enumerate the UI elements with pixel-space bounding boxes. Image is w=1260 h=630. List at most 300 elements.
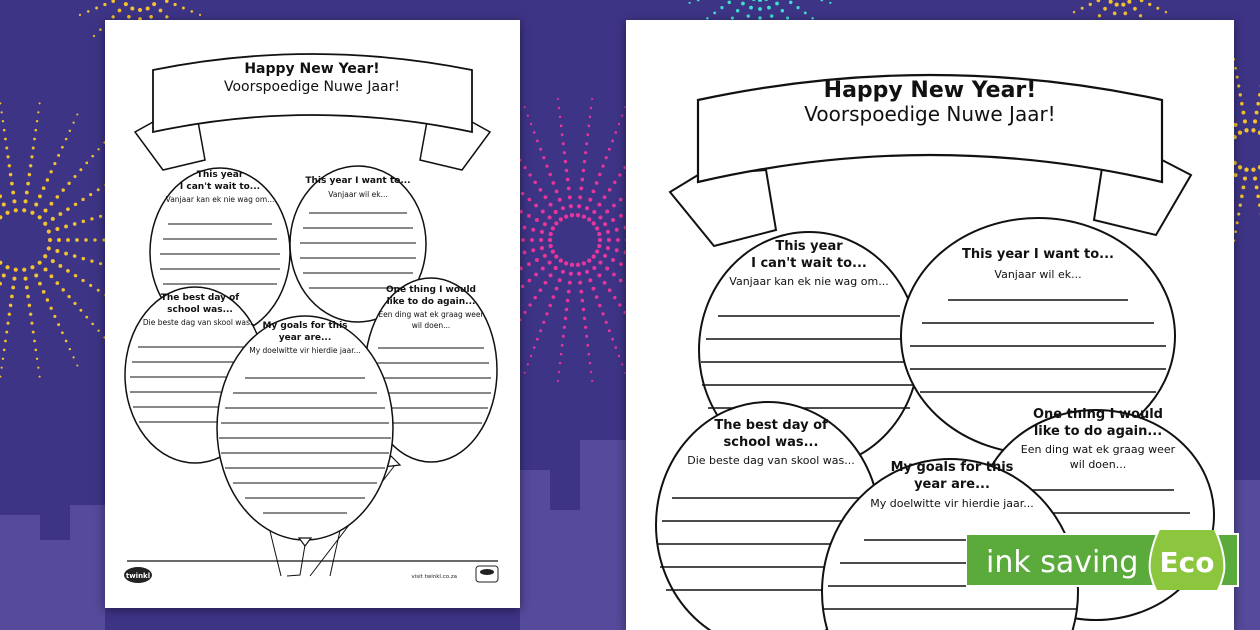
firework-spark [598, 304, 601, 307]
firework-spark [26, 182, 30, 186]
firework-spark [1239, 93, 1242, 96]
firework-spark [527, 214, 531, 218]
twinkl-logo [124, 567, 152, 583]
firework-spark [576, 213, 580, 217]
firework-spark [767, 6, 771, 10]
firework-spark [621, 114, 623, 116]
firework-spark [560, 125, 563, 128]
firework-spark [5, 265, 9, 269]
firework-spark [118, 9, 122, 13]
firework-spark [597, 203, 601, 207]
balloon-5-heading-1: My goals for this [262, 321, 348, 331]
firework-spark [561, 344, 564, 347]
firework-spark [592, 266, 596, 270]
firework-spark [588, 278, 592, 282]
firework-spark [64, 252, 68, 256]
firework-spark [557, 380, 559, 382]
firework-spark [608, 148, 611, 151]
firework-spark [554, 221, 558, 225]
firework-spark [565, 308, 568, 311]
firework-spark [564, 317, 567, 320]
worksheet-preview-small [105, 20, 520, 608]
firework-spark [14, 268, 18, 272]
firework-spark [1251, 128, 1255, 132]
firework-spark [1, 367, 3, 369]
firework-spark [523, 226, 527, 230]
firework-spark [1244, 168, 1248, 172]
firework-spark [1234, 67, 1237, 70]
firework-spark [559, 258, 563, 262]
firework-spark [127, 15, 131, 19]
firework-spark [43, 222, 47, 226]
badge-eco: Eco [1159, 546, 1215, 579]
firework-spark [578, 281, 582, 285]
firework-spark [533, 131, 536, 134]
firework-spark [1251, 168, 1255, 172]
firework-spark [603, 254, 607, 258]
firework-spark [38, 215, 42, 219]
firework-spark [547, 260, 551, 264]
firework-spark [534, 204, 538, 208]
firework-spark [547, 215, 551, 219]
firework-spark [93, 238, 96, 241]
firework-spark [543, 254, 547, 258]
firework-spark [588, 353, 591, 356]
firework-spark [583, 317, 586, 320]
firework-spark [57, 323, 60, 326]
firework-spark [548, 238, 552, 242]
firework-spark [528, 173, 531, 176]
firework-spark [1113, 12, 1117, 16]
firework-spark [6, 322, 9, 325]
firework-spark [50, 170, 53, 173]
firework-spark [36, 120, 38, 122]
firework-spark [91, 323, 94, 326]
firework-spark [55, 249, 59, 253]
firework-spark [554, 254, 558, 258]
firework-spark [8, 164, 11, 167]
firework-spark [565, 169, 568, 172]
firework-spark [38, 282, 42, 286]
firework-spark [577, 272, 581, 276]
firework-spark [199, 14, 201, 16]
firework-spark [1139, 14, 1142, 17]
firework-spark [561, 206, 565, 210]
firework-spark [605, 267, 609, 271]
firework-spark [6, 155, 9, 158]
firework-spark [28, 304, 31, 307]
firework-spark [9, 304, 12, 307]
firework-spark [190, 10, 193, 13]
firework-spark [542, 321, 545, 324]
firework-spark [55, 227, 59, 231]
worksheet-drawing [105, 20, 520, 608]
firework-spark [1240, 102, 1244, 106]
firework-spark [1156, 7, 1159, 10]
firework-spark [552, 181, 556, 185]
balloon-1-heading-2: I can't wait to... [179, 182, 261, 192]
firework-spark [608, 329, 611, 332]
firework-spark [595, 181, 599, 185]
firework-spark [545, 164, 548, 167]
firework-spark [44, 267, 48, 271]
firework-spark [541, 209, 545, 213]
firework-spark [549, 273, 553, 277]
firework-spark [22, 208, 26, 212]
firework-spark [619, 262, 623, 266]
firework-spark [5, 146, 8, 149]
firework-spark [57, 154, 60, 157]
firework-spark [592, 210, 596, 214]
firework-spark [14, 208, 18, 212]
firework-spark [1121, 3, 1125, 7]
firework-spark [607, 238, 611, 242]
firework-spark [557, 98, 559, 100]
firework-spark [1239, 203, 1242, 206]
firework-spark [81, 279, 84, 282]
firework-spark [781, 9, 784, 12]
firework-spark [64, 225, 68, 229]
balloon-1-translation: Vanjaar kan ek nie wag om... [165, 195, 275, 204]
firework-spark [50, 307, 53, 310]
firework-spark [35, 129, 38, 132]
firework-spark [549, 203, 553, 207]
firework-spark [559, 362, 561, 364]
firework-spark [558, 278, 562, 282]
firework-spark [540, 246, 544, 250]
firework-spark [591, 380, 593, 382]
firework-spark [1241, 111, 1245, 115]
firework-spark [595, 226, 599, 230]
firework-spark [619, 198, 623, 202]
firework-spark [558, 198, 562, 202]
firework-spark [33, 340, 36, 343]
firework-spark [97, 148, 99, 150]
firework-spark [534, 273, 538, 277]
firework-spark [30, 155, 33, 158]
firework-spark [587, 258, 591, 262]
firework-spark [561, 133, 564, 136]
firework-spark [1238, 165, 1242, 169]
firework-spark [34, 203, 38, 207]
firework-spark [598, 238, 602, 242]
firework-spark [829, 2, 831, 4]
firework-spark [39, 102, 41, 104]
firework-spark [8, 313, 11, 316]
balloon-1-heading-1: This year [196, 170, 244, 180]
firework-spark [524, 372, 526, 374]
firework-spark [124, 2, 128, 6]
balloon-3-heading-1: The best day of [160, 293, 240, 303]
firework-spark [589, 362, 591, 364]
firework-spark [72, 356, 74, 358]
balloon-large-3-heading-1: The best day of [714, 418, 828, 433]
firework-spark [85, 162, 88, 165]
balloon-large-1-heading-2: I can't wait to... [751, 256, 867, 271]
balloon-large-5-translation: My doelwitte vir hierdie jaar... [870, 497, 1034, 510]
firework-spark [533, 346, 536, 349]
firework-spark [597, 244, 601, 248]
firework-spark [3, 129, 6, 132]
firework-spark [130, 6, 134, 10]
firework-spark [551, 249, 555, 253]
worksheet-subtitle-large: Voorspoedige Nuwe Jaar! [804, 102, 1056, 126]
ink-saving-eco-badge [966, 530, 1246, 590]
firework-spark [584, 151, 587, 154]
quality-badge-icon [476, 566, 498, 582]
firework-spark [728, 1, 731, 4]
firework-spark [527, 114, 529, 116]
firework-spark [29, 164, 32, 167]
firework-spark [111, 15, 114, 18]
firework-spark [73, 175, 76, 178]
firework-spark [567, 290, 571, 294]
firework-spark [566, 178, 570, 182]
firework-spark [586, 133, 589, 136]
balloon-5 [217, 316, 393, 546]
firework-spark [554, 266, 558, 270]
firework-spark [601, 312, 604, 315]
firework-spark [103, 3, 106, 6]
firework-spark [530, 355, 532, 357]
balloon-large-4-translation-1: Een ding wat ek graag weer [1020, 443, 1176, 456]
firework-spark [38, 261, 42, 265]
balloon-5-translation: My doelwitte vir hierdie jaar... [249, 346, 361, 355]
firework-spark [10, 182, 14, 186]
firework-spark [53, 315, 56, 318]
balloon-large-2-heading: This year I want to... [962, 247, 1114, 262]
firework-spark [576, 263, 580, 267]
firework-spark [12, 277, 16, 281]
firework-spark [581, 299, 585, 303]
firework-spark [720, 6, 723, 9]
firework-spark [25, 191, 29, 195]
firework-spark [541, 267, 545, 271]
firework-spark [568, 281, 572, 285]
firework-spark [613, 296, 616, 299]
firework-spark [4, 138, 7, 141]
firework-spark [588, 198, 592, 202]
firework-spark [528, 303, 531, 306]
firework-spark [50, 274, 54, 278]
firework-spark [539, 148, 542, 151]
firework-spark [555, 287, 559, 291]
firework-spark [542, 156, 545, 159]
firework-spark [595, 295, 599, 299]
firework-spark [582, 308, 585, 311]
firework-spark [592, 287, 596, 291]
firework-spark [74, 274, 77, 277]
firework-spark [588, 125, 591, 128]
balloon-4-translation-1: Een ding wat ek graag weer [378, 310, 484, 319]
balloon-large-3-translation: Die beste dag van skool was... [687, 454, 855, 467]
firework-spark [523, 311, 526, 314]
firework-spark [2, 120, 4, 122]
firework-spark [535, 258, 539, 262]
firework-spark [611, 139, 614, 142]
firework-spark [562, 142, 565, 145]
firework-spark [55, 195, 59, 199]
firework-spark [1256, 102, 1260, 106]
balloon-large-5-heading-2: year are... [914, 477, 990, 492]
firework-spark [568, 195, 572, 199]
firework-spark [528, 279, 532, 283]
firework-spark [528, 198, 532, 202]
firework-spark [79, 168, 82, 171]
badge-label: ink saving [986, 545, 1139, 580]
firework-spark [65, 138, 68, 141]
firework-spark [84, 238, 87, 241]
firework-spark [149, 15, 153, 19]
firework-spark [55, 281, 59, 285]
firework-spark [26, 295, 30, 299]
firework-spark [1165, 11, 1167, 13]
firework-spark [804, 11, 807, 14]
firework-spark [741, 2, 745, 6]
firework-spark [67, 182, 70, 185]
firework-spark [530, 123, 532, 125]
firework-spark [598, 260, 602, 264]
firework-spark [73, 222, 77, 226]
twinkl-logo-text: twinkl [125, 572, 151, 580]
firework-spark [61, 288, 64, 291]
firework-spark [585, 142, 588, 145]
firework-spark [24, 277, 28, 281]
firework-spark [74, 203, 77, 206]
firework-spark [621, 363, 623, 365]
firework-spark [543, 222, 547, 226]
balloon-3-translation: Die beste dag van skool was... [142, 318, 258, 327]
firework-spark [1073, 11, 1075, 13]
firework-spark [2, 273, 6, 277]
firework-spark [89, 284, 92, 287]
firework-spark [152, 2, 156, 6]
firework-spark [555, 189, 559, 193]
firework-spark [82, 257, 85, 260]
firework-spark [5, 331, 8, 334]
firework-spark [582, 169, 585, 172]
firework-spark [531, 228, 535, 232]
firework-spark [539, 238, 543, 242]
firework-spark [1148, 3, 1151, 6]
firework-spark [10, 295, 14, 299]
firework-spark [90, 259, 93, 262]
firework-spark [1103, 7, 1107, 11]
firework-spark [89, 193, 92, 196]
firework-spark [1236, 76, 1239, 79]
firework-spark [569, 272, 573, 276]
firework-spark [51, 259, 55, 263]
firework-spark [65, 340, 68, 343]
firework-spark [796, 6, 799, 9]
firework-spark [582, 261, 586, 265]
balloon-large-3-heading-2: school was... [723, 435, 819, 450]
firework-spark [1089, 3, 1092, 6]
firework-spark [606, 246, 610, 250]
firework-spark [11, 191, 15, 195]
firework-spark [1243, 119, 1247, 123]
firework-spark [58, 212, 62, 216]
firework-spark [9, 173, 12, 176]
firework-spark [618, 303, 621, 306]
firework-spark [615, 228, 619, 232]
firework-spark [44, 209, 48, 213]
firework-spark [595, 249, 599, 253]
firework-spark [90, 217, 93, 220]
firework-spark [713, 11, 716, 14]
firework-spark [1244, 128, 1248, 132]
firework-spark [66, 269, 70, 273]
firework-spark [614, 346, 617, 349]
firework-spark [46, 298, 49, 301]
firework-spark [618, 173, 621, 176]
firework-spark [585, 335, 588, 338]
firework-spark [560, 353, 563, 356]
firework-spark [775, 2, 779, 6]
firework-spark [586, 344, 589, 347]
firework-spark [614, 131, 617, 134]
firework-spark [51, 217, 55, 221]
balloon-large-1-heading-1: This year [775, 239, 843, 254]
firework-spark [1124, 12, 1128, 16]
balloon-4-heading-2: like to do again... [386, 297, 476, 307]
balloon-large-4-heading-1: One thing I would [1033, 407, 1163, 422]
firework-spark [618, 355, 620, 357]
firework-spark [72, 122, 74, 124]
firework-spark [545, 312, 548, 315]
firework-spark [1237, 212, 1240, 215]
firework-spark [569, 204, 573, 208]
firework-spark [69, 130, 71, 132]
firework-spark [43, 254, 47, 258]
firework-spark [87, 10, 90, 13]
balloon-large-5-heading-1: My goals for this [890, 460, 1014, 475]
firework-spark [79, 14, 81, 16]
firework-spark [1233, 173, 1237, 177]
firework-spark [173, 3, 176, 6]
firework-spark [4, 340, 7, 343]
balloon-5-heading-2: year are... [278, 333, 332, 343]
firework-spark [554, 210, 558, 214]
firework-spark [544, 281, 548, 285]
firework-spark [584, 326, 587, 329]
firework-spark [598, 173, 601, 176]
firework-spark [611, 338, 614, 341]
firework-spark [58, 264, 62, 268]
firework-spark [1243, 177, 1247, 181]
firework-spark [589, 116, 591, 118]
firework-spark [2, 358, 4, 360]
firework-spark [582, 214, 586, 218]
firework-spark [605, 321, 608, 324]
firework-spark [66, 238, 70, 242]
firework-spark [5, 211, 9, 215]
firework-spark [1115, 3, 1119, 7]
firework-spark [590, 371, 592, 373]
firework-spark [76, 113, 78, 115]
firework-spark [567, 186, 571, 190]
firework-spark [587, 217, 591, 221]
firework-spark [618, 123, 620, 125]
firework-spark [1236, 221, 1239, 224]
firework-spark [601, 164, 604, 167]
firework-spark [585, 270, 589, 274]
firework-spark [99, 28, 102, 31]
balloon-2-heading: This year I want to... [305, 176, 411, 186]
firework-spark [42, 186, 46, 190]
worksheet-title: Happy New Year! [244, 61, 380, 77]
firework-spark [613, 181, 616, 184]
